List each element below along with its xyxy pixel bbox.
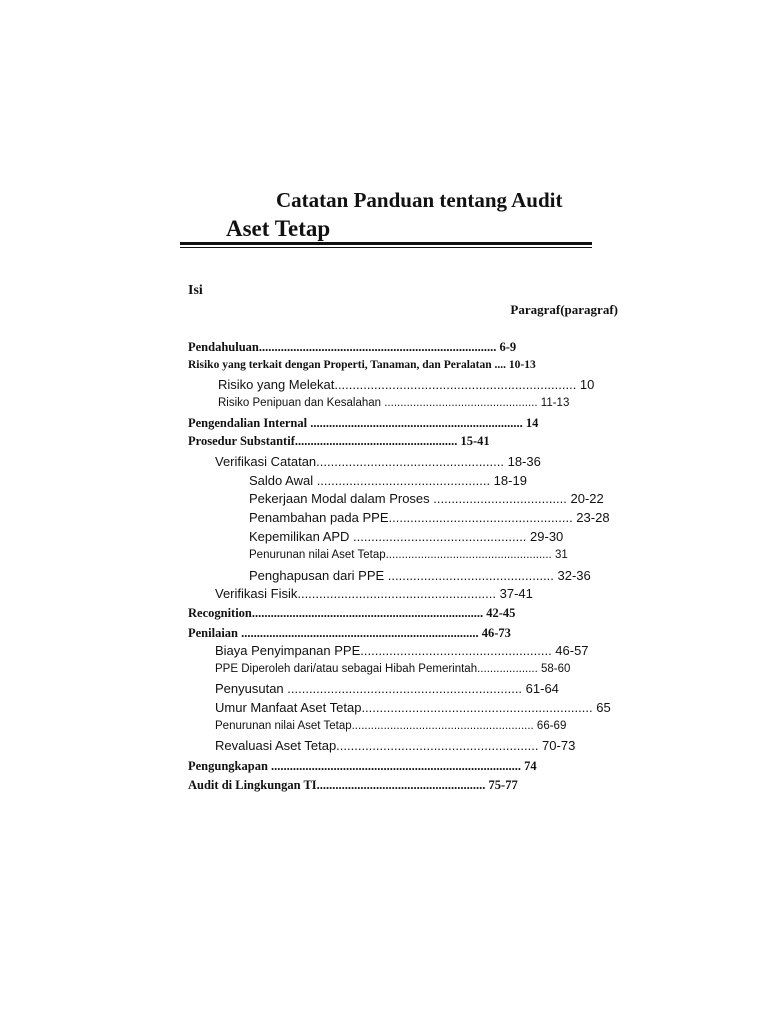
- toc-entry-prosedur-substantif: Prosedur Substantif.................................................... 15-41: [188, 434, 490, 448]
- document-subtitle: Aset Tetap: [226, 216, 331, 241]
- toc-entry-revaluasi: Revaluasi Aset Tetap........................................................ 70-73: [215, 738, 576, 753]
- toc-entry-risiko-penipuan: Risiko Penipuan dan Kesalahan ................................................ 11-13: [218, 397, 570, 409]
- toc-entry-verifikasi-catatan: Verifikasi Catatan.................................................... 18-36: [215, 454, 541, 469]
- toc-entry-penghapusan-ppe: Penghapusan dari PPE .............................................. 32-36: [249, 568, 591, 583]
- toc-entry-ppe-hibah: PPE Diperoleh dari/atau sebagai Hibah Pemerintah................... 58-60: [215, 663, 571, 675]
- toc-entry-pendahuluan: Pendahuluan............................................................................ 6-9: [188, 340, 517, 354]
- toc-entry-pengendalian-internal: Pengendalian Internal .................................................................... 14: [188, 416, 539, 430]
- toc-entry-kepemilikan-apd: Kepemilikan APD ................................................ 29-30: [249, 529, 564, 544]
- toc-entry-penurunan-nilai-2: Penurunan nilai Aset Tetap......................................................... 66-69: [215, 720, 567, 732]
- toc-entry-audit-ti: Audit di Lingkungan TI...................................................... 75-77: [188, 778, 518, 792]
- document-title: Catatan Panduan tentang Audit: [276, 188, 563, 212]
- toc-entry-risiko-ppe: Risiko yang terkait dengan Properti, Tanaman, dan Peralatan .... 10-13: [188, 359, 536, 371]
- paragraph-column-header: Paragraf(paragraf): [510, 302, 618, 317]
- toc-entry-umur-manfaat: Umur Manfaat Aset Tetap................................................................ 65: [215, 700, 611, 715]
- title-rule-thin: [180, 247, 592, 248]
- toc-entry-penyusutan: Penyusutan ................................................................. 61-64: [215, 681, 559, 696]
- toc-entry-penurunan-nilai-1: Penurunan nilai Aset Tetap.................................................... 31: [249, 549, 568, 561]
- contents-label: Isi: [188, 283, 203, 298]
- toc-entry-penilaian: Penilaian ............................................................................ 46-73: [188, 626, 511, 640]
- toc-entry-pengungkapan: Pengungkapan ................................................................................ 74: [188, 759, 537, 773]
- toc-entry-saldo-awal: Saldo Awal ................................................ 18-19: [249, 473, 527, 488]
- toc-entry-biaya-penyimpanan: Biaya Penyimpanan PPE..................................................... 46-57: [215, 643, 589, 658]
- toc-entry-risiko-melekat: Risiko yang Melekat................................................................... 10: [218, 377, 595, 392]
- toc-entry-verifikasi-fisik: Verifikasi Fisik....................................................... 37-41: [215, 586, 533, 601]
- toc-entry-pekerjaan-modal: Pekerjaan Modal dalam Proses ..................................... 20-22: [249, 491, 604, 506]
- toc-entry-recognition: Recognition.......................................................................... 42-45: [188, 606, 516, 620]
- title-rule-thick: [180, 242, 592, 245]
- toc-entry-penambahan-ppe: Penambahan pada PPE................................................... 23-28: [249, 510, 610, 525]
